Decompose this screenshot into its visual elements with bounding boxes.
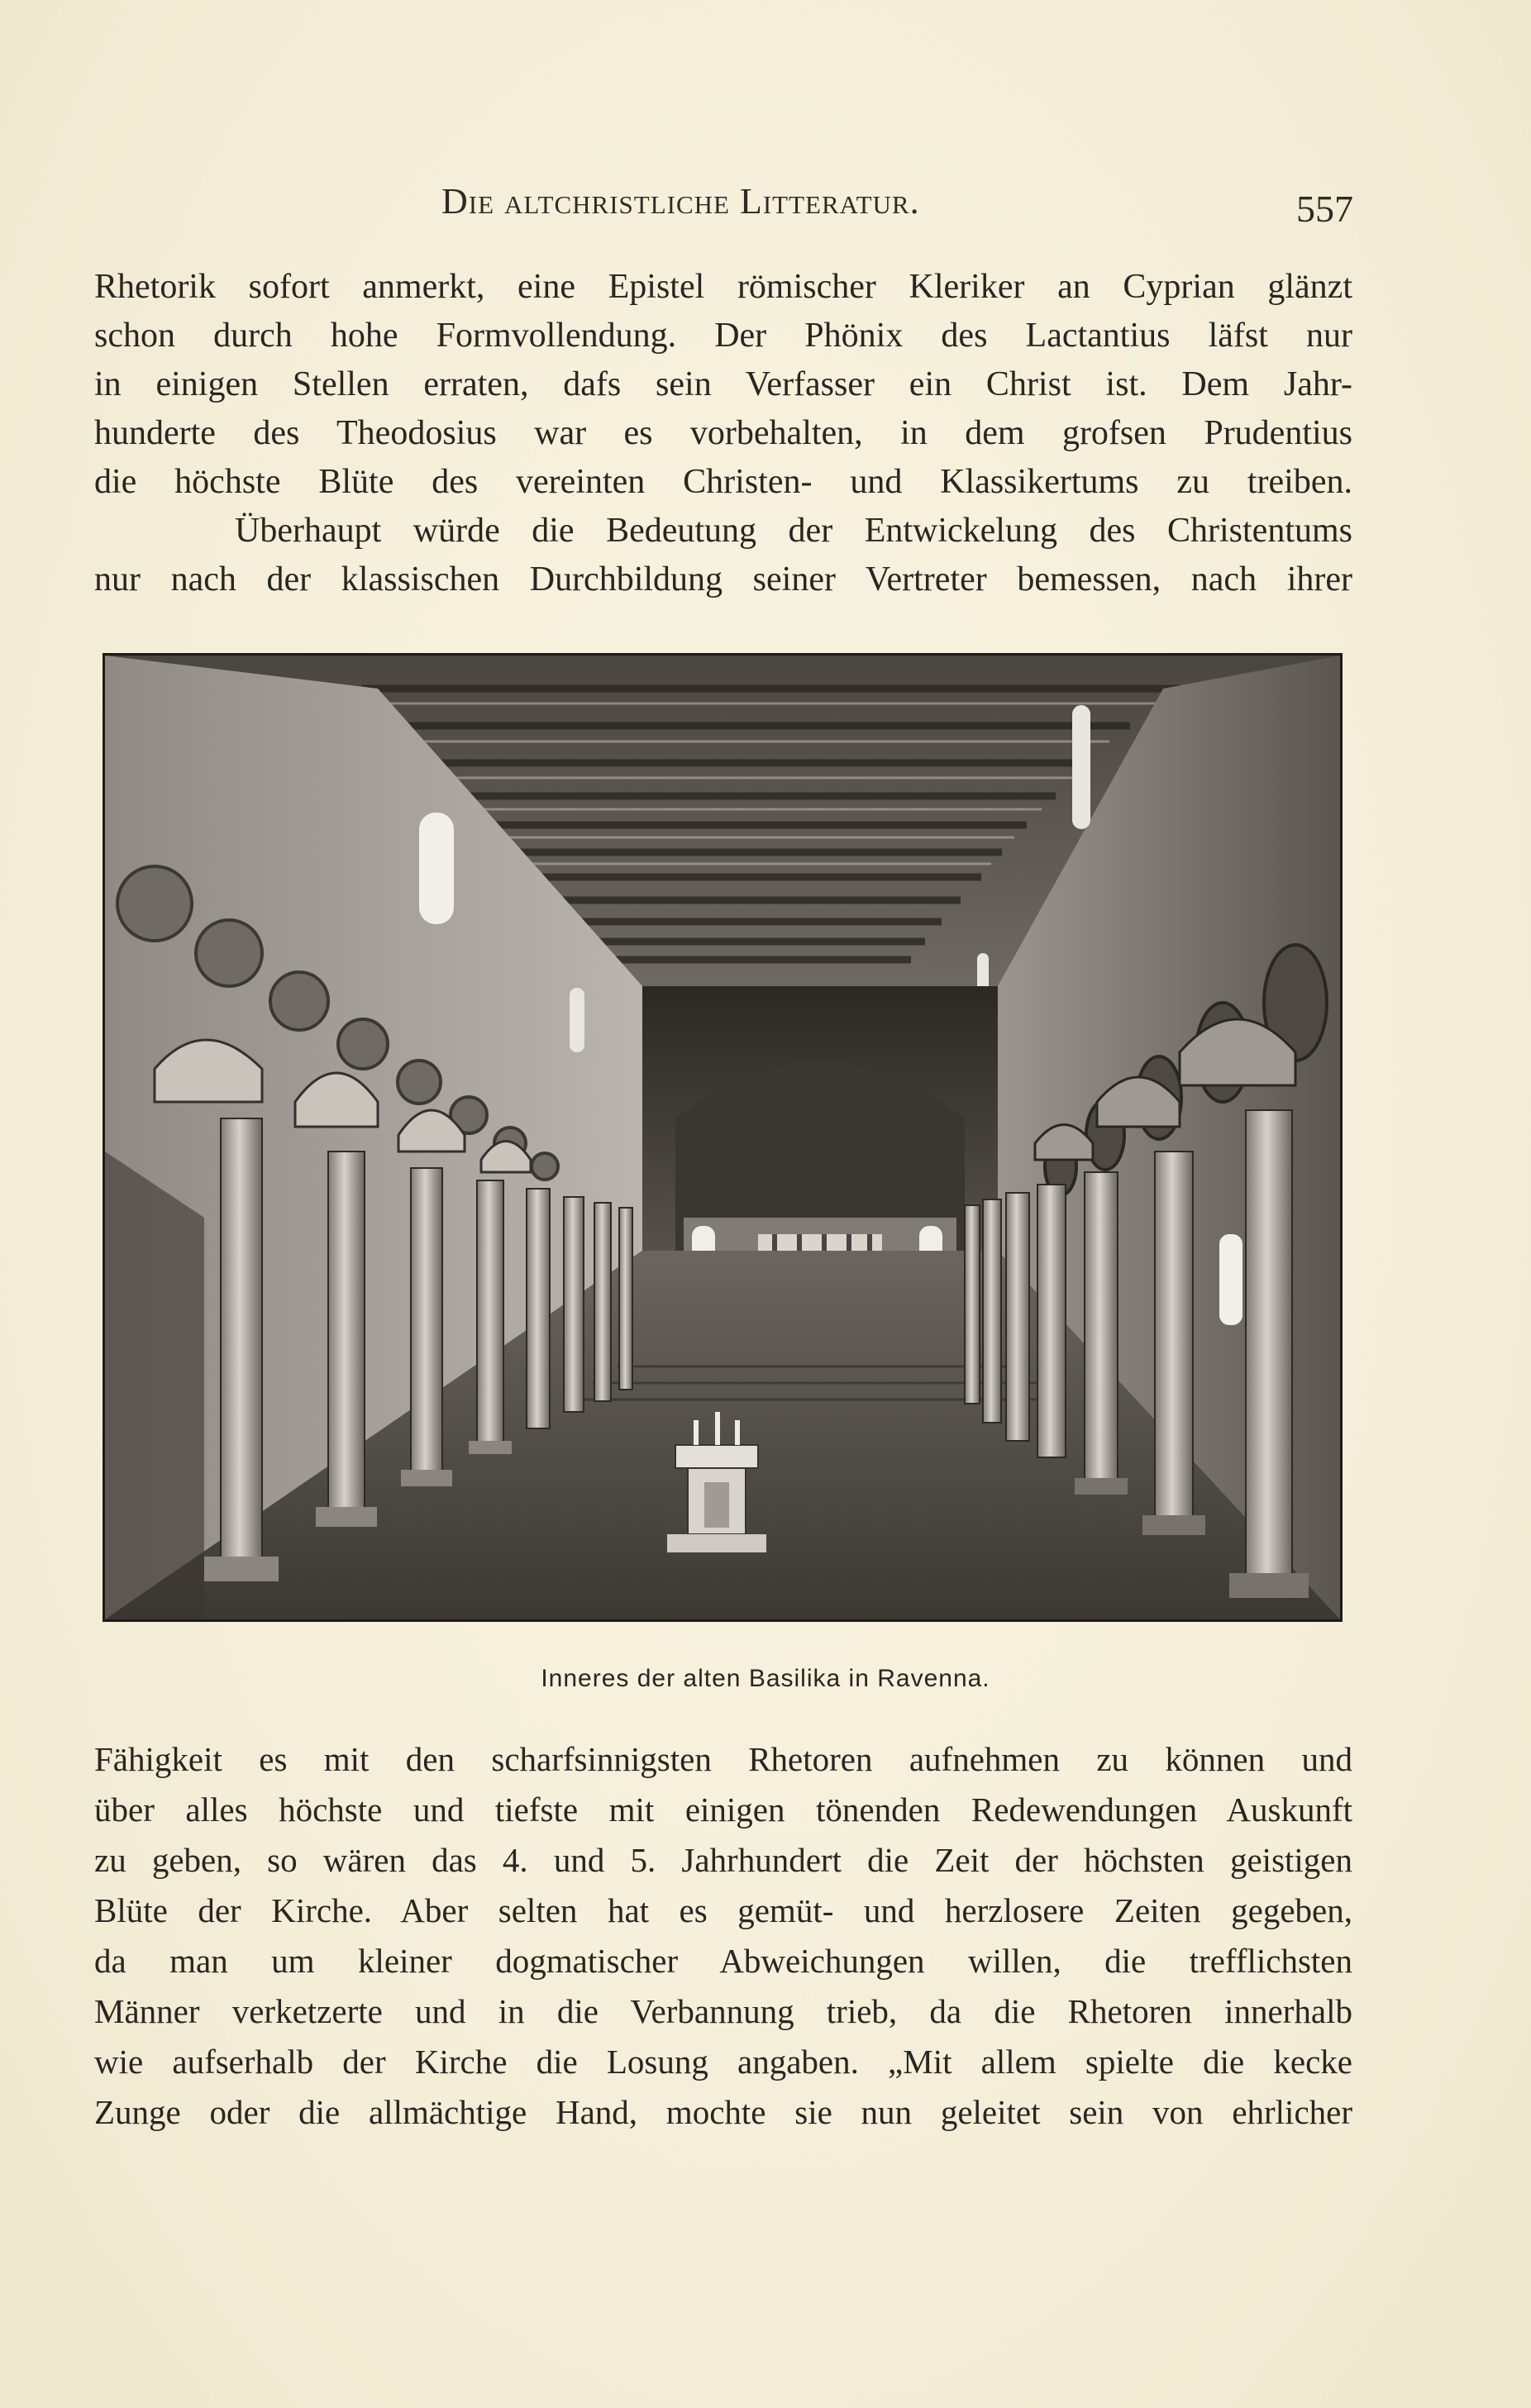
text-line: Rhetorik sofort anmerkt, eine Epistel römischer Kleriker an Cyprian glänzt (94, 268, 1352, 306)
basilica-photograph (103, 653, 1343, 1622)
text-line: nur nach der klassischen Durchbildung seiner Vertreter bemessen, nach ihrer (94, 560, 1352, 598)
bottom-paragraph (94, 1734, 1352, 2138)
text-line: die höchste Blüte des vereinten Christen- und Klassikertums zu treiben. (94, 463, 1352, 501)
text-line: hunderte des Theodosius war es vorbehalten, in dem grofsen Prudentius (94, 414, 1352, 452)
text-line: Fähigkeit es mit den scharfsinnigsten Rhetoren aufnehmen zu können und (94, 1740, 1352, 1778)
text-line: Männer verketzerte und in die Verbannung trieb, da die Rhetoren innerhalb (94, 1992, 1352, 2030)
text-line: da man um kleiner dogmatischer Abweichungen willen, die trefflichsten (94, 1942, 1352, 1980)
text-line: schon durch hohe Formvollendung. Der Phönix des Lactantius läfst nur (94, 317, 1352, 355)
text-line: Zunge oder die allmächtige Hand, mochte sie nun geleitet sein von ehrlicher (94, 2093, 1352, 2131)
figure-caption (0, 1665, 1531, 1693)
page-number: 557 (1296, 188, 1353, 230)
text-line: wie aufserhalb der Kirche die Losung angaben. „Mit allem spielte die kecke (94, 2043, 1352, 2081)
top-paragraph (94, 263, 1352, 604)
text-line: zu geben, so wären das 4. und 5. Jahrhundert die Zeit der höchsten geistigen (94, 1841, 1352, 1879)
text-line: in einigen Stellen erraten, dafs sein Verfasser ein Christ ist. Dem Jahr- (94, 365, 1352, 403)
text-line: Blüte der Kirche. Aber selten hat es gemüt- und herzlosere Zeiten gegeben, (94, 1891, 1352, 1929)
figure-caption-text: Inneres der alten Basilika in Ravenna. (541, 1665, 990, 1692)
text-line: Überhaupt würde die Bedeutung der Entwickelung des Christentums (235, 512, 1352, 550)
text-line: über alles höchste und tiefste mit einigen tönenden Redewendungen Auskunft (94, 1791, 1352, 1829)
running-title: Die altchristliche Litteratur. (441, 181, 920, 222)
